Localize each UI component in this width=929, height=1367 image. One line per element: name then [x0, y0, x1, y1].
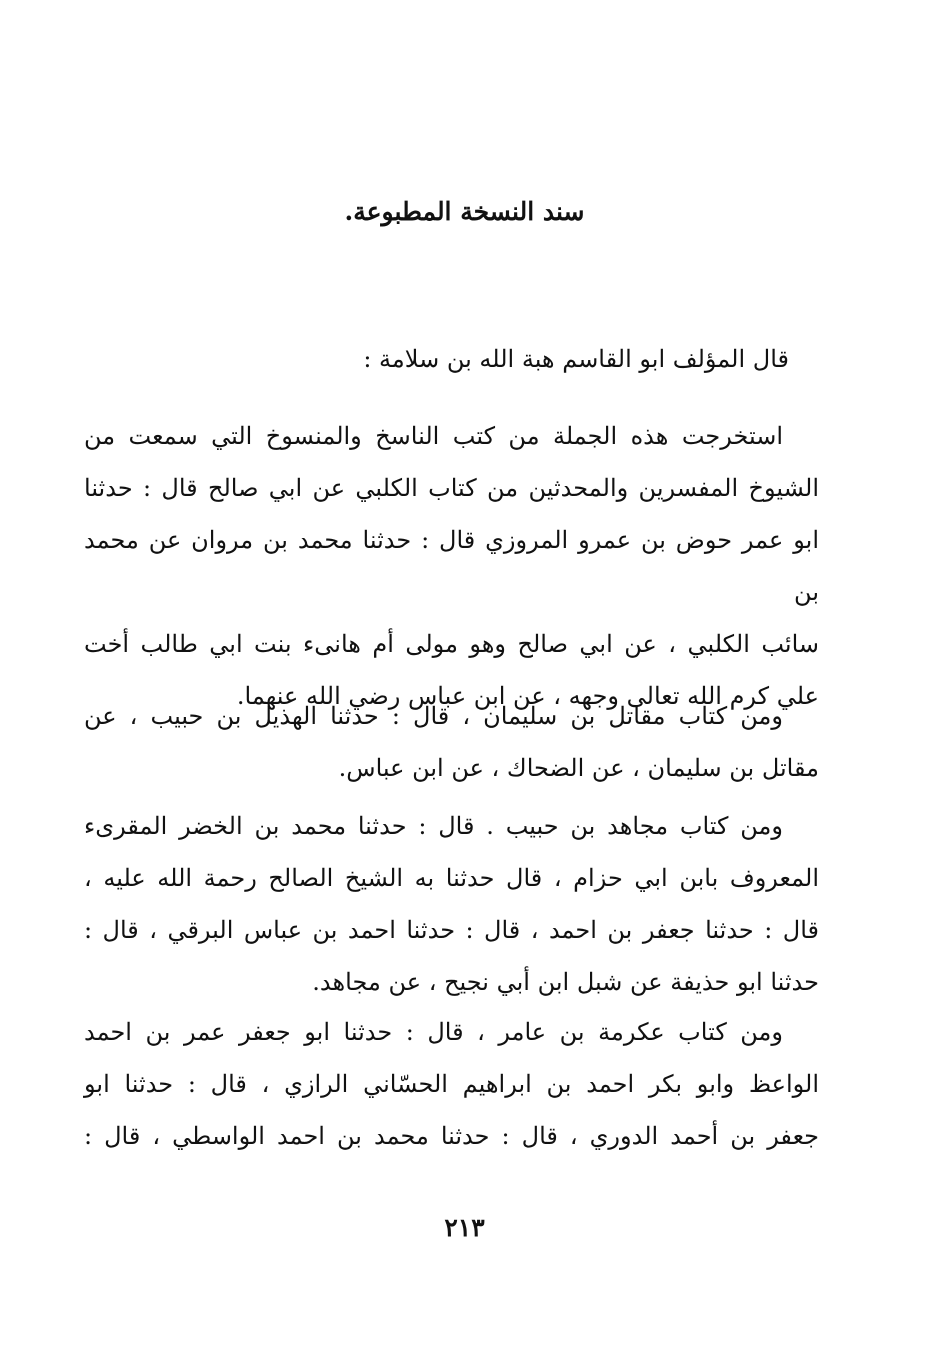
intro-line: قال المؤلف ابو القاسم هبة الله بن سلامة :: [363, 345, 789, 373]
paragraph-line: ابو عمر حوض بن عمرو المروزي قال : حدثنا محمد بن مروان عن محمد بن: [84, 526, 819, 606]
paragraph-line: حدثنا ابو حذيفة عن شبل ابن أبي نجيح ، عن مجاهد.: [312, 968, 819, 996]
paragraph-line: سائب الكلبي ، عن ابي صالح وهو مولى أم هانىء بنت ابي طالب أخت: [84, 630, 819, 658]
paragraph-line: ومن كتاب مجاهد بن حبيب . قال : حدثنا محمد بن الخضر المقرىء: [84, 812, 783, 840]
paragraph-1: [84, 410, 819, 722]
paragraph-line: مقاتل بن سليمان ، عن الضحاك ، عن ابن عباس.: [338, 754, 819, 782]
paragraph-line: علي كرم الله تعالى وجهه ، عن ابن عباس رضي الله عنهما.: [236, 682, 819, 710]
paragraph-line: قال : حدثنا جعفر بن احمد ، قال : حدثنا احمد بن عباس البرقي ، قال :: [84, 916, 819, 944]
paragraph-line: الواعظ وابو بكر احمد بن ابراهيم الحسّاني الرازي ، قال : حدثنا ابو: [84, 1070, 819, 1098]
paragraph-line: ومن كتاب مقاتل بن سليمان ، قال : حدثنا الهذيل بن حبيب ، عن: [84, 702, 783, 730]
paragraph-4: [84, 1006, 819, 1162]
paragraph-line: المعروف بابن ابي حزام ، قال حدثنا به الشيخ الصالح رحمة الله عليه ،: [84, 864, 819, 892]
page-number: ٢١٣: [444, 1213, 485, 1242]
page-title: سند النسخة المطبوعة.: [344, 197, 585, 226]
paragraph-line: جعفر بن أحمد الدوري ، قال : حدثنا محمد بن احمد الواسطي ، قال :: [84, 1122, 819, 1150]
paragraph-line: ومن كتاب عكرمة بن عامر ، قال : حدثنا ابو جعفر عمر بن احمد: [84, 1018, 784, 1046]
paragraph-2: [84, 690, 819, 794]
paragraph-line: الشيوخ المفسرين والمحدثين من كتاب الكلبي عن ابي صالح قال : حدثنا: [84, 474, 819, 502]
paragraph-line: استخرجت هذه الجملة من كتب الناسخ والمنسوخ التي سمعت من: [84, 422, 783, 450]
paragraph-3: [84, 800, 819, 1008]
